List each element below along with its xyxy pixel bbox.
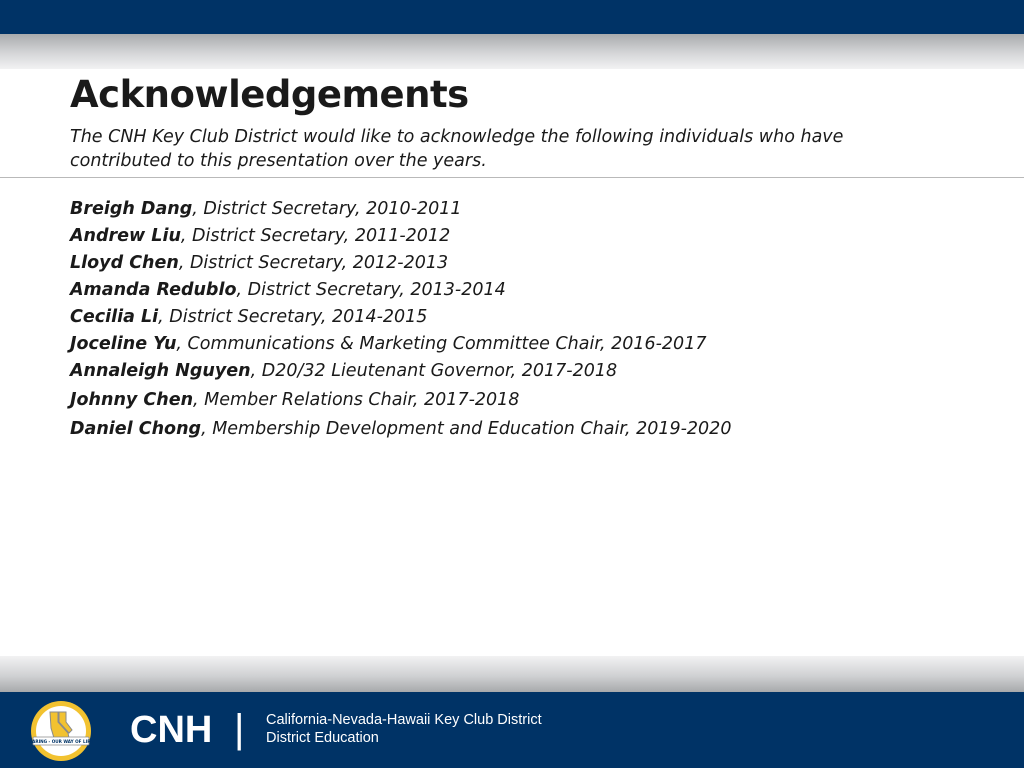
brand-mark: CNH — [130, 709, 213, 751]
list-item — [70, 304, 731, 331]
person-role: , Membership Development and Education Chair, 2019-2020 — [201, 419, 732, 439]
person-name: Annaleigh Nguyen — [70, 361, 251, 381]
district-department: District Education — [266, 730, 379, 746]
person-role: , District Secretary, 2013-2014 — [236, 280, 506, 300]
person-name: Lloyd Chen — [70, 253, 179, 273]
list-item — [70, 277, 731, 304]
header-bar — [0, 0, 1024, 34]
person-name: Cecilia Li — [70, 307, 159, 327]
header-gradient — [0, 34, 1024, 69]
district-name: California-Nevada-Hawaii Key Club District — [266, 712, 542, 728]
person-name: Joceline Yu — [70, 334, 177, 354]
person-role: , D20/32 Lieutenant Governor, 2017-2018 — [250, 361, 618, 381]
person-name: Andrew Liu — [70, 226, 181, 246]
list-item — [70, 250, 731, 277]
person-role: , District Secretary, 2010-2011 — [192, 199, 462, 219]
list-item — [70, 387, 731, 414]
footer-gradient — [0, 656, 1024, 692]
brand-separator: | — [234, 707, 245, 751]
acknowledgement-list — [70, 196, 731, 443]
person-name: Daniel Chong — [70, 419, 202, 439]
list-item — [70, 331, 731, 358]
key-club-logo — [28, 700, 94, 762]
list-item — [70, 358, 731, 385]
logo-motto: CARING - OUR WAY OF LIFE — [29, 739, 93, 744]
person-name: Johnny Chen — [70, 390, 194, 410]
person-name: Amanda Redublo — [70, 280, 237, 300]
slide-title: Acknowledgements — [70, 73, 469, 116]
list-item — [70, 196, 731, 223]
person-name: Breigh Dang — [70, 199, 193, 219]
list-item — [70, 223, 731, 250]
title-divider — [0, 177, 1024, 178]
person-role: , District Secretary, 2011-2012 — [180, 226, 451, 246]
person-role: , District Secretary, 2014-2015 — [158, 307, 428, 327]
slide-subtitle: The CNH Key Club District would like to acknowledge the following individuals who have contributed to this presentation over the years. — [70, 127, 844, 171]
person-role: , District Secretary, 2012-2013 — [178, 253, 449, 273]
person-role: , Member Relations Chair, 2017-2018 — [193, 390, 520, 410]
list-item — [70, 416, 731, 443]
person-role: , Communications & Marketing Committee Chair, 2016-2017 — [176, 334, 707, 354]
